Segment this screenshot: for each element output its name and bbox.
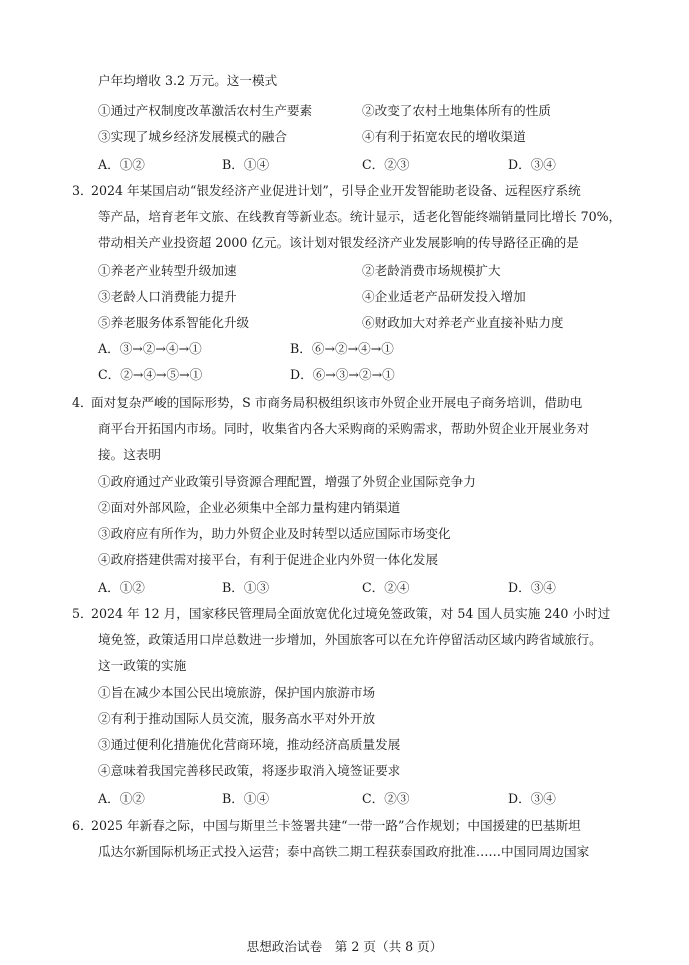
q4-stem-line-1: 面对复杂严峻的国际形势，S 市商务局积极组织该市外贸企业开展电子商务培训，借助电 xyxy=(91,395,583,410)
q3-choice-c: C．②→④→⑤→① xyxy=(98,367,203,382)
q2-choice-b: B．①④ xyxy=(222,157,270,172)
q5-choice-d: D．③④ xyxy=(508,791,556,806)
q5-option-1: ①旨在减少本国公民出境旅游，保护国内旅游市场 xyxy=(98,685,376,700)
q4-choice-c: C．②④ xyxy=(362,580,410,595)
q3-option-5: ⑤养老服务体系智能化升级 xyxy=(98,315,250,330)
q4-stem-line-2: 商平台开拓国内市场。同时，收集省内各大采购商的采购需求，帮助外贸企业开展业务对 xyxy=(98,421,590,436)
q5-choice-b: B．①④ xyxy=(222,791,270,806)
q4-number: 4． xyxy=(72,395,93,410)
q3-stem-line-2: 等产品，培育老年文旅、在线教育等新业态。统计显示，适老化智能终端销量同比增长 70%， xyxy=(98,209,622,224)
q2-option-4: ④有利于拓宽农民的增收渠道 xyxy=(362,129,526,144)
q4-option-1: ①政府通过产业政策引导资源合理配置，增强了外贸企业国际竞争力 xyxy=(98,474,476,489)
q4-option-3: ③政府应有所作为，助力外贸企业及时转型以适应国际市场变化 xyxy=(98,526,451,541)
q6-stem-line-1: 2025 年新春之际，中国与斯里兰卡签署共建“一带一路”合作规划；中国援建的巴基斯坦 xyxy=(91,818,581,833)
q4-choice-a: A．①② xyxy=(98,580,145,595)
q4-option-2: ②面对外部风险，企业必须集中全部力量构建内销渠道 xyxy=(98,500,401,515)
q6-stem-line-2: 瓜达尔新国际机场正式投入运营；泰中高铁二期工程获泰国政府批准……中国同周边国家 xyxy=(98,844,590,859)
q2-option-3: ③实现了城乡经济发展模式的融合 xyxy=(98,129,287,144)
q5-stem-line-3: 这一政策的实施 xyxy=(98,658,187,673)
q5-option-4: ④意味着我国完善移民政策，将逐步取消入境签证要求 xyxy=(98,763,401,778)
page-footer: 思想政治试卷 第 2 页（共 8 页） xyxy=(246,939,443,954)
q6-number: 6． xyxy=(72,818,93,833)
q3-number: 3． xyxy=(72,183,93,198)
q3-option-6: ⑥财政加大对养老产业直接补贴力度 xyxy=(362,315,564,330)
q3-option-1: ①养老产业转型升级加速 xyxy=(98,263,237,278)
q5-stem-line-2: 境免签，政策适用口岸总数进一步增加，外国旅客可以在允许停留活动区域内跨省域旅行。 xyxy=(98,632,602,647)
q5-choice-c: C．②③ xyxy=(362,791,410,806)
q4-choice-b: B．①③ xyxy=(222,580,270,595)
q3-option-3: ③老龄人口消费能力提升 xyxy=(98,289,237,304)
q2-choice-c: C．②③ xyxy=(362,157,410,172)
q4-option-4: ④政府搭建供需对接平台，有利于促进企业内外贸一体化发展 xyxy=(98,552,439,567)
q5-option-3: ③通过便利化措施优化营商环境，推动经济高质量发展 xyxy=(98,737,401,752)
q5-number: 5． xyxy=(72,606,93,621)
q4-choice-d: D．③④ xyxy=(508,580,556,595)
q2-choice-a: A．①② xyxy=(98,157,145,172)
q2-choice-d: D．③④ xyxy=(508,157,556,172)
q5-option-2: ②有利于推动国际人员交流，服务高水平对外开放 xyxy=(98,711,376,726)
q5-choice-a: A．①② xyxy=(98,791,145,806)
q5-stem-line-1: 2024 年 12 月，国家移民管理局全面放宽优化过境免签政策，对 54 国人员实施 240 小时过 xyxy=(91,606,611,621)
q3-stem-line-3: 带动相关产业投资超 2000 亿元。该计划对银发经济产业发展影响的传导路径正确的是 xyxy=(98,235,579,250)
q2-stem-tail: 户年均增收 3.2 万元。这一模式 xyxy=(98,73,278,88)
q3-choice-d: D．⑥→③→②→① xyxy=(290,367,395,382)
q3-option-2: ②老龄消费市场规模扩大 xyxy=(362,263,501,278)
q3-option-4: ④企业适老产品研发投入增加 xyxy=(362,289,526,304)
q3-stem-line-1: 2024 年某国启动“银发经济产业促进计划”，引导企业开发智能助老设备、远程医疗系统 xyxy=(91,183,581,198)
q3-choice-b: B．⑥→②→④→① xyxy=(290,341,394,356)
q3-choice-a: A．③→②→④→① xyxy=(98,341,202,356)
q4-stem-line-3: 接。这表明 xyxy=(98,447,161,462)
q2-option-1: ①通过产权制度改革激活农村生产要素 xyxy=(98,103,313,118)
q2-option-2: ②改变了农村土地集体所有的性质 xyxy=(362,103,551,118)
